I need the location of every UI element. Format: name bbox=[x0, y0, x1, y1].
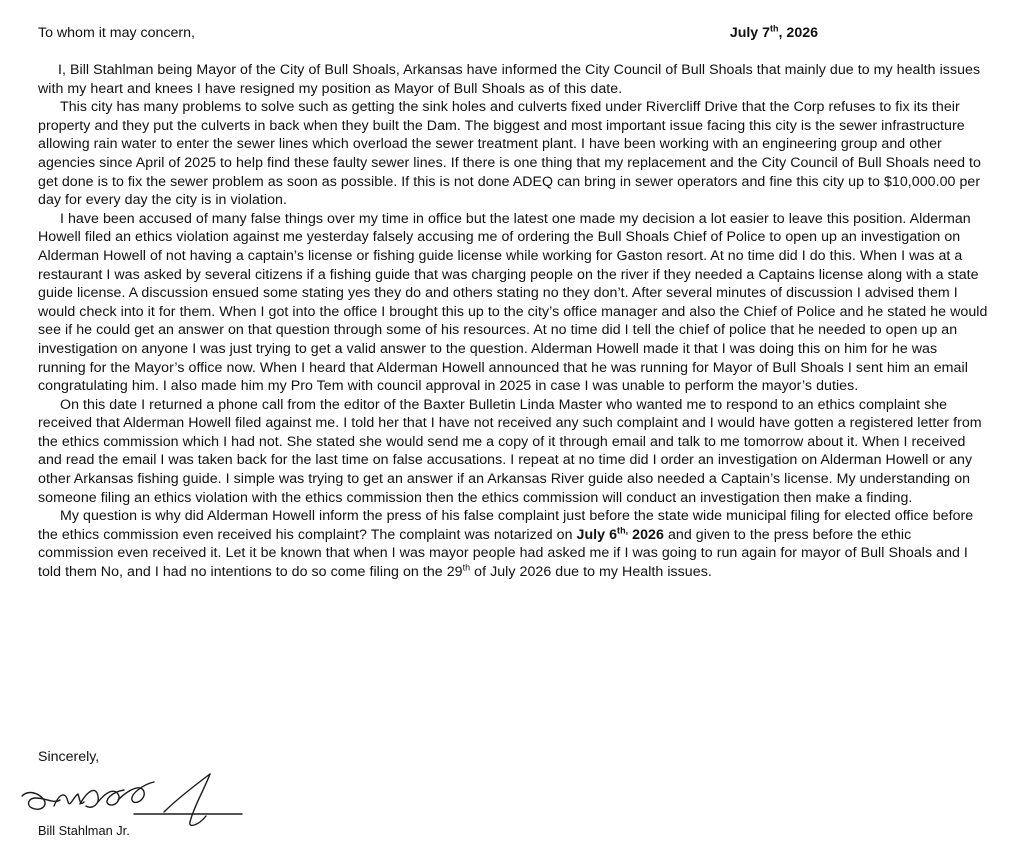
notarized-date: July $6^{th,}$ 2026 bbox=[576, 525, 664, 543]
signer-name: Bill Stahlman Jr. bbox=[38, 823, 130, 838]
handwritten-signature bbox=[14, 770, 254, 830]
paragraph-city-problems: This city has many problems to solve such as getting the sink holes and culverts fixed under Rivercliff Drive that the Corp refuses to fix its their property and they put the culverts in back when they built the Dam. The biggest and most important issue facing this city is the sewer infrastructure allowing rain water to enter the sewer lines which overload the sewer treatment plant. I have been working with an engineering group and other agencies since April of 2025 to help find these faulty sewer lines. If there is one thing that my replacement and the City Council of Bull Shoals need to get done is to fix the sewer problem as soon as possible. If this is not done ADEQ can bring in sewer operators and fine this city up to $10,000.00 per day for every day the city is in violation. bbox=[38, 99, 981, 209]
letter-header bbox=[38, 24, 818, 42]
closing: Sincerely, bbox=[38, 749, 100, 765]
letter-body bbox=[38, 61, 988, 582]
paragraph-accusations: I have been accused of many false things over my time in office but the latest one made my decision a lot easier to leave this position. Alderman Howell filed an ethics violation against me yesterday falsely accusing me of ordering the Bull Shoals Chief of Police to open up an investigation on Alderman Howell of not having a captain’s license or fishing guide license while working for Gaston resort. At no time did I do this. When I was at a restaurant I was asked by several citizens if a fishing guide that was charging people on the river if they needed a Captains license along with a state guide license. A discussion ensued some stating yes they do and others stating no they don’t. After several minutes of discussion I advised them I would check into it for them. When I got into the office I brought this up to the city’s office manager and also the Chief of Police and he stated he would see if he could get an answer on that question through some of his resources. At no time did I tell the chief of police that he needed to open up an investigation on anyone I was just trying to get a valid answer to the question. Alderman Howell made it that I was doing this on him for he was running for the Mayor’s office now. When I heard that Alderman Howell announced that he was running for Mayor of Bull Shoals I sent him an email congratulating him. I also made him my Pro Tem with council approval in 2025 in case I was unable to perform the mayor’s duties. bbox=[38, 210, 988, 395]
letter-date: July 7th, 2026 bbox=[729, 23, 818, 41]
paragraph-resignation: I, Bill Stahlman being Mayor of the City of Bull Shoals, Arkansas have informed the City Council of Bull Shoals that mainly due to my health issues with my heart and knees I have resigned my position as Mayor of Bull Shoals as of this date. bbox=[38, 62, 981, 97]
paragraph-question: My question is why did Alderman Howell inform the press of his false complaint just before the state wide municipal filing for elected office before the ethics commission even received his complaint? The complaint was notarized on July $6^{th,}$ 2026 and given to the press before the ethic commission even received it. Let it be known that when I was mayor people had asked me if I was going to run again for mayor of Bull Shoals and I told them No, and I had no intentions to do so come filing on the 29th of July 2026 due to my Health issues. bbox=[38, 508, 974, 581]
paragraph-ethics-complaint: On this date I returned a phone call from the editor of the Baxter Bulletin Linda Master who wanted me to respond to an ethics complaint she received that Alderman Howell filed against me. I told her that I have not received any such complaint and I would have gotten a registered letter from the ethics commission which I had not. She stated she would send me a copy of it through email and talk to me tomorrow about it. When I received and read the email I was taken back for the last time on false accusations. I repeat at no time did I order an investigation on Alderman Howell or any other Arkansas fishing guide. I simple was trying to get an answer if an Arkansas River guide also needed a Captain’s license. My understanding on someone filing an ethics violation with the ethics commission then the ethics commission will conduct an investigation then make a finding. bbox=[38, 396, 982, 506]
salutation: To whom it may concern, bbox=[38, 25, 195, 41]
